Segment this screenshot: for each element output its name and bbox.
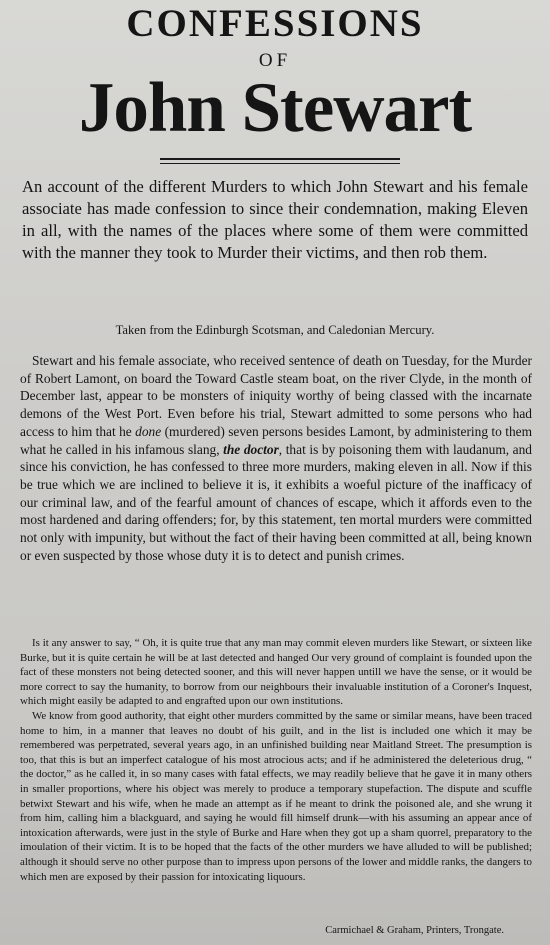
printer-imprint: Carmichael & Graham, Printers, Trongate. — [325, 925, 504, 936]
headline-confessions: CONFESSIONS — [126, 2, 424, 45]
commentary — [20, 636, 532, 884]
source-line: Taken from the Edinburgh Scotsman, and Caledonian Mercury. — [115, 323, 435, 337]
title-rule-thin — [160, 163, 400, 164]
headline-of: OF — [258, 50, 292, 71]
title-rule — [160, 158, 400, 160]
italic-term: done — [135, 423, 162, 439]
article-text: (murdered) seven persons besides Lamont, by administering to them what he called in his infamous slang, — [20, 423, 532, 457]
italic-term: the doctor — [223, 441, 279, 457]
intro-paragraph: An account of the different Murders to which John Stewart and his female associate has made confession to since their condemnation, making Eleven in all, with the names of the places where some of them were committed with the manner they took to Murder their victims, and then rob them. — [22, 177, 528, 262]
headline-name: John Stewart — [78, 69, 472, 147]
article-text: Stewart and his female associate, who received sentence of death on Tuesday, for the Murder of Robert Lamont, on board the Toward Castle steam boat, on the river Clyde, in the month of December last, appear to be monsters of iniquity worthy of being classed with the incarnate demons of the West Port. Even before his trial, Stewart admitted to some persons who had access to him that he — [20, 353, 532, 439]
main-article — [20, 352, 532, 564]
article-paragraph — [20, 352, 532, 564]
commentary-paragraph: Is it any answer to say, “ Oh, it is quite true that any man may commit eleven murders like Stewart, or sixteen like Burke, but it is quite certain he will be at last detected and hanged Our very ground of complaint is founded upon the fact of these monsters not being detected sooner, and this will never happen untill we have the sense, or it would be more correct to say the humanity, to borrow from our neighbours their invaluable institution of a Coroner's Inquest, which might easily be adapted to and engrafted upon our own institutions. — [20, 637, 532, 708]
commentary-paragraph: We know from good authority, that eight other murders committed by the same or similar means, have been traced home to him, in a manner that leaves no doubt of his guilt, and in the list is included one which it may be remembered was perpetrated, several years ago, in an unfinished building near Maitland Street. The presumption is too, that this is but an imperfect catalogue of his most atrocious acts; and if he administered the deleterious drug, “ the doctor,” as he called it, in so many cases with fatal effects, we may readily believe that he gave it in many others in smaller proportions, where his object was merely to produce a temporary stupefaction. The dispute and scuffle betwixt Stewart and his wife, when he made an attempt as if he meant to drink the poisoned ale, and she wrung it from him, calling him a blackguard, and saying he would fill himself drunk—with his assuming an appear ance of intoxication afterwards, were just in the style of Burke and Hare when they got up a sham quorrel, preparatory to the imoulation of their victim. It is to be hoped that the facts of the other murders we have alluded to will be published; although it should serve no other purpose than to impress upon persons of the lower and middle ranks, the dangers to which men are exposed by their passion for intoxicating liquours. — [20, 709, 532, 883]
article-text: , that is by poisoning them with laudanum, and since his conviction, he has confessed to three more murders, making eleven in all. Now if this be true which we are inclined to believe it is, it exhibits a woeful picture of the inafficacy of our criminal law, and of the fearful amount of chances of escape, which it affords even to the most hardened and daring offenders; for, by this statement, ten mortal murders were committed not only with impunity, but without the fact of their having been committed at all, being known or even suspected by those whose duty it is to detect and punish crimes. — [20, 441, 533, 563]
